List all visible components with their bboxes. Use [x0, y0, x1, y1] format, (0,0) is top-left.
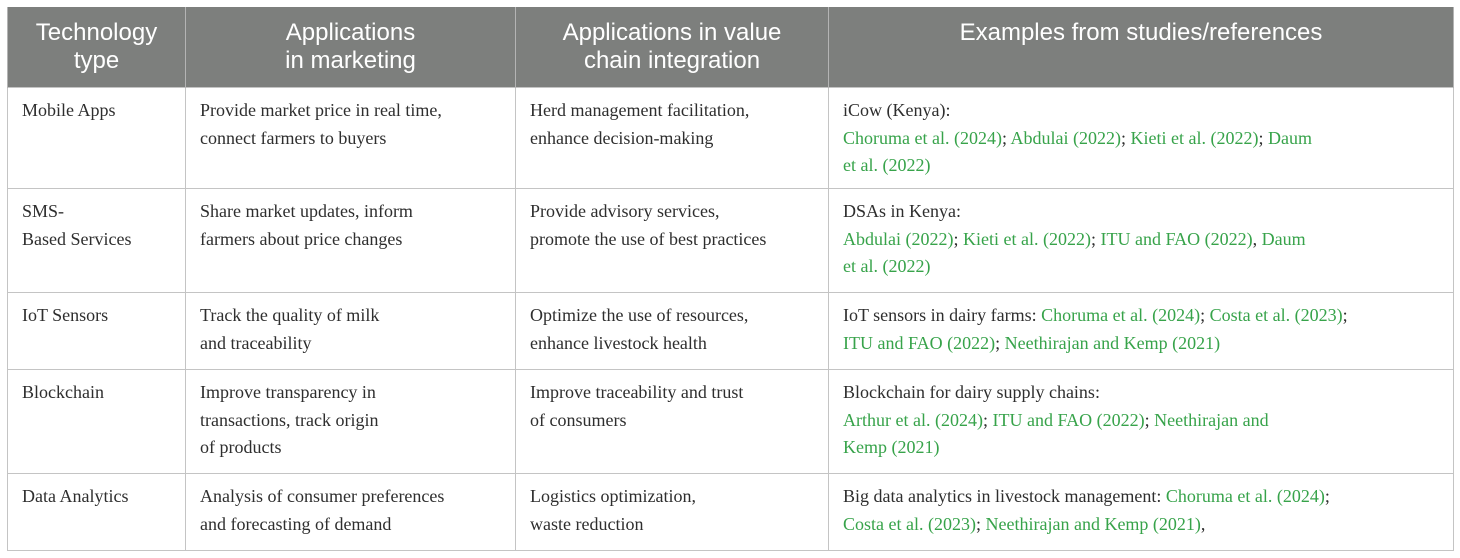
- examples-line: [843, 97, 1439, 125]
- cell-line: Track the quality of milk: [200, 305, 380, 325]
- examples-cell: [829, 88, 1454, 189]
- examples-line: [843, 483, 1439, 511]
- reference-link[interactable]: Choruma et al. (2024): [1041, 305, 1201, 325]
- cell-line: Data Analytics: [22, 486, 129, 506]
- value-chain-application-cell: [516, 474, 829, 551]
- examples-text: Big data analytics in livestock management:: [843, 486, 1166, 506]
- table-body: [8, 88, 1454, 551]
- cell-line: SMS-: [22, 201, 65, 221]
- marketing-application-cell: [186, 474, 516, 551]
- cell-line: promote the use of best practices: [530, 228, 767, 249]
- marketing-application-cell: [186, 88, 516, 189]
- examples-line: [843, 125, 1439, 153]
- header-line: Applications: [285, 19, 416, 46]
- examples-text: DSAs in Kenya:: [843, 201, 961, 221]
- examples-text: ;: [995, 332, 1005, 353]
- header-technology-type: [8, 7, 186, 88]
- reference-link[interactable]: ITU and FAO (2022): [1100, 228, 1253, 249]
- cell-line: transactions, track origin: [200, 409, 379, 430]
- examples-line: [843, 253, 1439, 281]
- header-line: Technology: [35, 19, 158, 46]
- reference-link[interactable]: Kieti et al. (2022): [963, 228, 1091, 249]
- cell-line: enhance decision-making: [530, 127, 714, 148]
- examples-text: ,: [1200, 513, 1206, 534]
- header-line: Applications in value: [562, 19, 782, 46]
- reference-link[interactable]: et al. (2022): [843, 155, 931, 175]
- cell-line: waste reduction: [530, 513, 644, 534]
- technology-type-cell: [8, 474, 186, 551]
- examples-cell: [829, 189, 1454, 293]
- examples-text: ;: [1258, 127, 1268, 148]
- examples-line: [843, 330, 1439, 358]
- examples-text: ;: [1200, 305, 1210, 325]
- reference-link[interactable]: ITU and FAO (2022): [843, 332, 996, 353]
- value-chain-application-cell: [516, 293, 829, 370]
- technology-applications-table: [7, 7, 1454, 551]
- header-line: Examples from studies/references: [959, 19, 1323, 46]
- cell-line: farmers about price changes: [200, 228, 403, 249]
- examples-text: ;: [1001, 127, 1011, 148]
- reference-link[interactable]: Costa et al. (2023): [843, 513, 976, 534]
- examples-text: ;: [1090, 228, 1101, 249]
- examples-cell: [829, 474, 1454, 551]
- cell-line: Herd management facilitation,: [530, 100, 750, 120]
- value-chain-application-cell: [516, 88, 829, 189]
- table-row: [8, 189, 1454, 293]
- cell-line: Logistics optimization,: [530, 486, 696, 506]
- header-line: in marketing: [285, 47, 416, 74]
- cell-line: Improve traceability and trust: [530, 382, 744, 402]
- examples-line: [843, 152, 1439, 180]
- examples-text: ;: [1324, 486, 1330, 506]
- header-examples: [829, 7, 1454, 88]
- examples-text: ;: [1144, 409, 1155, 430]
- technology-type-cell: [8, 88, 186, 189]
- examples-text: ;: [1120, 127, 1131, 148]
- examples-text: ;: [982, 409, 993, 430]
- reference-link[interactable]: Daum: [1267, 127, 1312, 148]
- examples-line: [843, 434, 1439, 462]
- cell-line: Improve transparency in: [200, 382, 376, 402]
- cell-line: Provide market price in real time,: [200, 100, 442, 120]
- cell-line: and forecasting of demand: [200, 513, 392, 534]
- technology-type-cell: [8, 370, 186, 474]
- reference-link[interactable]: Choruma et al. (2024): [843, 127, 1002, 148]
- header-line: type: [73, 47, 120, 74]
- examples-text: iCow (Kenya):: [843, 100, 951, 120]
- cell-line: enhance livestock health: [530, 332, 707, 353]
- cell-line: of products: [200, 437, 282, 457]
- examples-line: [843, 511, 1439, 539]
- header-row: [8, 7, 1454, 88]
- examples-text: ,: [1252, 228, 1262, 249]
- reference-link[interactable]: Neethirajan and Kemp (2021): [985, 513, 1201, 534]
- examples-cell: [829, 370, 1454, 474]
- reference-link[interactable]: ITU and FAO (2022): [992, 409, 1145, 430]
- marketing-application-cell: [186, 370, 516, 474]
- reference-link[interactable]: Kieti et al. (2022): [1130, 127, 1259, 148]
- examples-line: [843, 226, 1439, 254]
- examples-cell: [829, 293, 1454, 370]
- technology-type-cell: [8, 293, 186, 370]
- value-chain-application-cell: [516, 189, 829, 293]
- cell-line: Share market updates, inform: [200, 201, 413, 221]
- cell-line: IoT Sensors: [22, 305, 109, 325]
- examples-text: ;: [1342, 305, 1348, 325]
- cell-line: and traceability: [200, 332, 312, 353]
- table-row: [8, 88, 1454, 189]
- reference-link[interactable]: Neethirajan and Kemp (2021): [1004, 332, 1221, 353]
- reference-link[interactable]: Neethirajan and: [1154, 409, 1269, 430]
- examples-line: [843, 302, 1439, 330]
- cell-line: Analysis of consumer preferences: [200, 486, 445, 506]
- cell-line: Based Services: [22, 228, 132, 249]
- cell-line: Optimize the use of resources,: [530, 305, 749, 325]
- reference-link[interactable]: Abdulai (2022): [1010, 127, 1121, 148]
- header-applications-in-marketing: [186, 7, 516, 88]
- reference-link[interactable]: Costa et al. (2023): [1209, 305, 1343, 325]
- cell-line: Blockchain: [22, 382, 104, 402]
- reference-link[interactable]: Arthur et al. (2024): [843, 409, 983, 430]
- header-applications-in-value-chain: [516, 7, 829, 88]
- examples-line: [843, 407, 1439, 435]
- reference-link[interactable]: Choruma et al. (2024): [1165, 486, 1325, 506]
- cell-line: of consumers: [530, 409, 627, 430]
- technology-type-cell: [8, 189, 186, 293]
- cell-line: Mobile Apps: [22, 100, 116, 120]
- table-row: [8, 370, 1454, 474]
- examples-text: IoT sensors in dairy farms:: [843, 305, 1042, 325]
- reference-link[interactable]: Kemp (2021): [843, 437, 940, 457]
- table-row: [8, 474, 1454, 551]
- value-chain-application-cell: [516, 370, 829, 474]
- examples-line: [843, 379, 1439, 407]
- reference-link[interactable]: Daum: [1261, 228, 1306, 249]
- table-row: [8, 293, 1454, 370]
- examples-line: [843, 198, 1439, 226]
- marketing-application-cell: [186, 189, 516, 293]
- examples-text: ;: [975, 513, 986, 534]
- reference-link[interactable]: Abdulai (2022): [843, 228, 954, 249]
- marketing-application-cell: [186, 293, 516, 370]
- header-line: chain integration: [583, 47, 761, 74]
- reference-link[interactable]: et al. (2022): [843, 256, 931, 276]
- examples-text: ;: [953, 228, 963, 249]
- cell-line: Provide advisory services,: [530, 201, 720, 221]
- examples-text: Blockchain for dairy supply chains:: [843, 382, 1100, 402]
- cell-line: connect farmers to buyers: [200, 127, 387, 148]
